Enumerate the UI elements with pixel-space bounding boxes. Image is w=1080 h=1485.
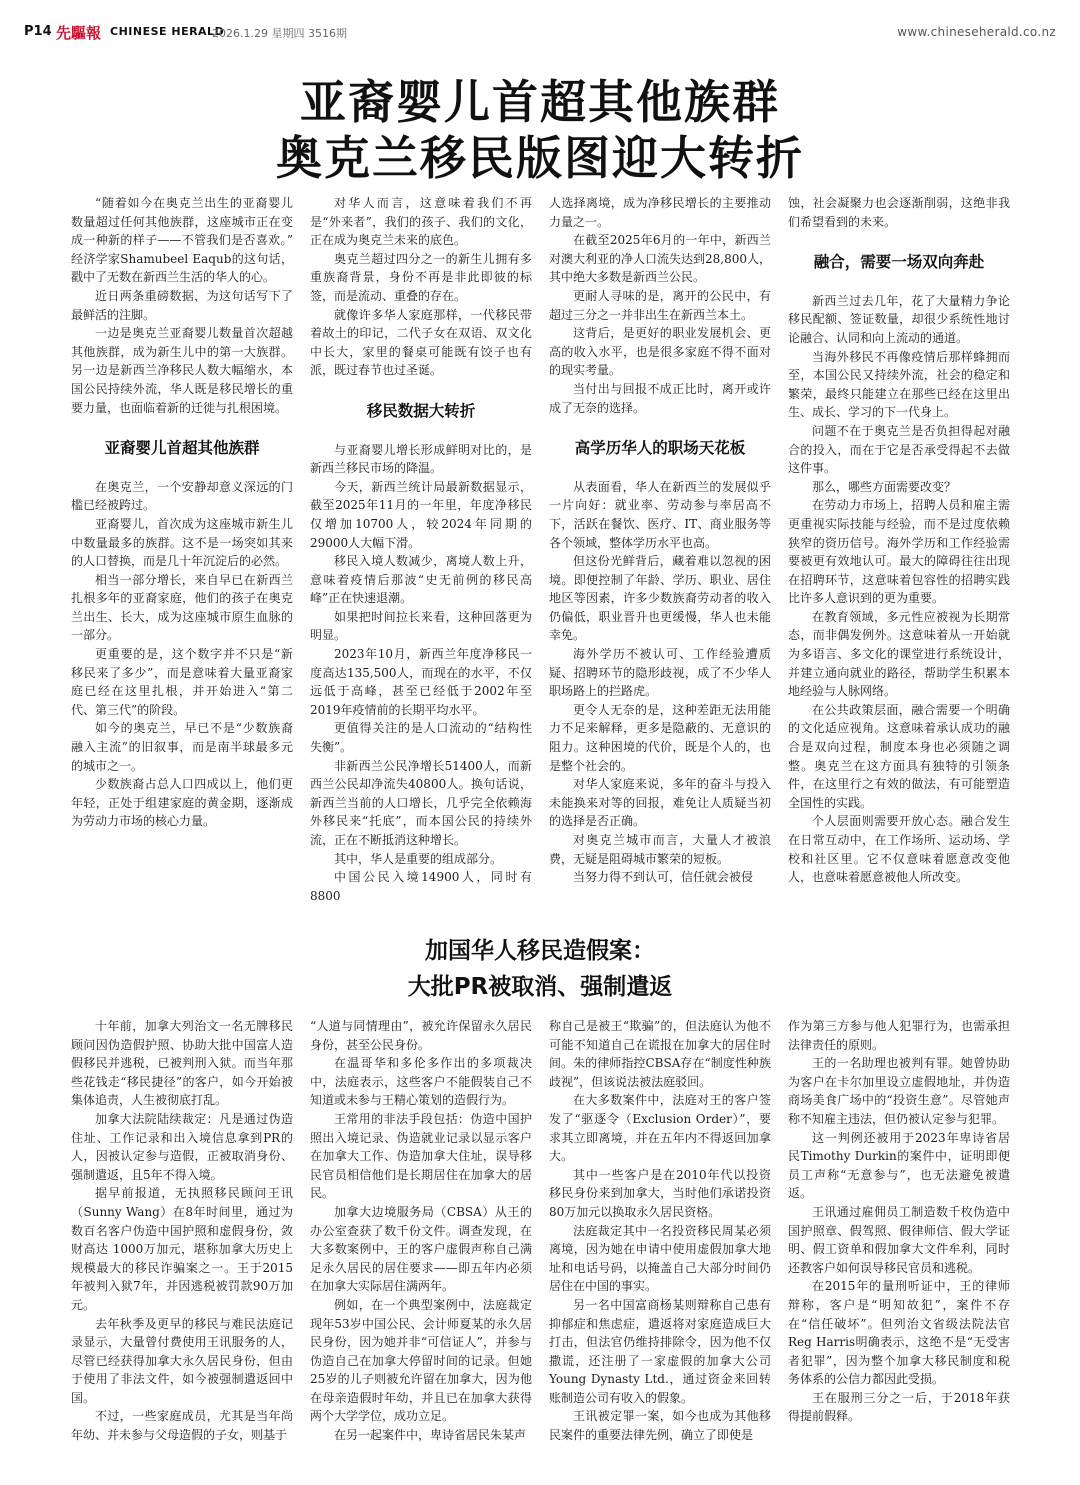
paragraph: 王的一名助理也被判有罪。她曾协助为客户在卡尔加里设立虚假地址，并伪造商场美食广场中的“投资生意”。尽管她声称不知雇主违法，但仍被认定参与犯罪。 [788,1056,1010,1126]
section-heading: 移民数据大转折 [366,401,476,420]
article1-headline-line2: 奥克兰移民版图迎大转折 [276,131,804,185]
paragraph: 这背后，是更好的职业发展机会、更高的收入水平，也是很多家庭不得不面对的现实考量。 [549,326,771,378]
paragraph: 更重要的是，这个数字并不只是“新移民来了多少”，而是意味着大量亚裔家庭已经在这里扎根，并开始进入“第二代、第三代”的阶段。 [71,647,293,717]
newspaper-name: CHINESE HERALD [110,25,225,38]
paragraph: 当海外移民不再像疫情后那样蜂拥而至，本国公民又持续外流，社会的稳定和繁荣，最终只能建立在那些已经在这里出生、成长、学习的下一代身上。 [788,349,1010,420]
paragraph: 更值得关注的是人口流动的“结构性失衡”。 [310,721,532,755]
article2-column-4 [788,1017,1010,1426]
paragraph: 在劳动力市场上，招聘人员和雇主需更重视实际技能与经验，而不是过度依赖狭窄的资历信号。海外学历和工作经验需要被更有效地认可。最大的障碍往往出现在招聘环节，这意味着包容性的招聘实践比许多人意识到的更为重要。 [788,498,1010,606]
section-heading: 亚裔婴儿首超其他族群 [104,439,260,458]
paragraph: 王讯被定罪一案，如今也成为其他移民案件的重要法律先例，确立了即使是 [549,1409,771,1443]
paragraph: 在温哥华和多伦多作出的多项裁决中，法庭表示，这些客户不能假装自己不知道或未参与王精心策划的造假行为。 [310,1056,532,1108]
article2-column-2 [310,1017,532,1445]
paragraph: 在2015年的量刑听证中，王的律师辩称，客户是“明知故犯”，案件不存在“信任破坏”。但列治文省级法院法官Reg Harris明确表示，这绝不是“无受害者犯罪”，因为整个加拿大移民制度和税务体系的公信力都因此受损。 [788,1279,1010,1387]
paragraph: 中国公民入境14900人，同时有8800 [310,870,532,903]
article1-column-4 [788,194,1010,887]
paragraph: 这一判例还被用于2023年卑诗省居民Timothy Durkin的案件中，证明即便员工声称“无意参与”，也无法避免被遣返。 [788,1130,1010,1201]
paragraph: 问题不在于奥克兰是否负担得起对融合的投入，而在于它是否承受得起不去做这件事。 [788,423,1010,476]
paragraph: 移民入境人数减少，离境人数上升，意味着疫情后那波“史无前例的移民高峰”正在快速退潮。 [310,554,532,606]
paragraph: 在公共政策层面，融合需要一个明确的文化适应视角。这意味着承认成功的融合是双向过程，制度本身也必须随之调整。奥克兰在这方面具有独特的引领条件，在这里行之有效的做法，有可能塑造全国性的实践。 [788,702,1010,810]
paragraph: 相当一部分增长，来自早已在新西兰扎根多年的亚裔家庭，他们的孩子在奥克兰出生、长大，成为这座城市原生血脉的一部分。 [71,572,293,643]
paragraph: 对华人家庭来说，多年的奋斗与投入未能换来对等的回报，难免让人质疑当初的选择是否正确。 [549,777,771,829]
paragraph: 那么，哪些方面需要改变？ [812,479,957,494]
paragraph: 法庭裁定其中一名投资移民周某必须离境，因为她在申请中使用虚假加拿大地址和电话号码，以掩盖自己大部分时间仍居住在中国的事实。 [549,1223,771,1294]
paragraph: 蚀，社会凝聚力也会逐渐削弱，这绝非我们希望看到的未来。 [788,196,1010,229]
article2-headline-line1: 加国华人移民造假案： [425,938,655,964]
paragraph: 在奥克兰，一个安静却意义深远的门槛已经被跨过。 [71,479,293,513]
section-heading: 融合，需要一场双向奔赴 [813,253,985,272]
article2-column-1 [71,1017,293,1445]
paragraph: 十年前，加拿大列治文一名无牌移民顾问因伪造假护照、协助大批中国富人造假移民并逃税，已被判刑入狱。而当年那些花钱走“移民捷径”的客户，如今开始被集体追责，人生被彻底打乱。 [71,1019,293,1108]
paragraph: 另一名中国富商杨某则辩称自己患有抑郁症和焦虑症，遣返将对家庭造成巨大打击，但法官仍维持排除令，因为他不仅撒谎，还注册了一家虚假的加拿大公司Young Dynasty Ltd.，通过资金来回转账制造公司有收入的假象。 [549,1297,771,1405]
paragraph: 人选择离境，成为净移民增长的主要推动力量之一。 [549,196,771,229]
paragraph: 海外学历不被认可、工作经验遭质疑、招聘环节的隐形歧视，成了不少华人职场路上的拦路虎。 [549,647,771,699]
paragraph: 但这份光鲜背后，藏着难以忽视的困境。即便控制了年龄、学历、职业、居住地区等因素，许多少数族裔劳动者的收入仍偏低，职业晋升也更缓慢，华人也未能幸免。 [549,554,771,643]
article1-column-1 [71,194,293,831]
paragraph: 王在服刑三分之一后，于2018年获得提前假释。 [788,1390,1010,1424]
paragraph: 2023年10月，新西兰年度净移民一度高达135,500人，而现在的水平，不仅远低于高峰，甚至已经低于2002年至2019年疫情前的长期平均水平。 [310,647,532,717]
paragraph: 在另一起案件中，卑诗省居民朱某声 [334,1428,527,1443]
paragraph: 其中一些客户是在2010年代以投资移民身份来到加拿大，当时他们承诺投资80万加元以换取永久居民资格。 [549,1167,771,1219]
article1-column-2 [310,194,532,905]
paragraph: 对华人而言，这意味着我们不再是“外来者”，我们的孩子、我们的文化，正在成为奥克兰未来的底色。 [310,196,532,248]
paragraph: 据早前报道，无执照移民顾问王讯（Sunny Wang）在8年时间里，通过为数百名客户伪造中国护照和虚假身份，敛财高达 1000万加元，堪称加拿大历史上规模最大的移民诈骗案之一。王于2015年被判入狱7年，并因逃税被罚款90万加元。 [71,1186,293,1312]
article2-column-3 [549,1017,771,1445]
paragraph: 当付出与回报不成正比时，离开或许成了无奈的选择。 [549,381,771,415]
paragraph: “人道与同情理由”，被允许保留永久居民身份，甚至公民身份。 [310,1019,532,1052]
paragraph: 从表面看，华人在新西兰的发展似乎一片向好：就业率、劳动参与率居高不下，活跃在餐饮、医疗、IT、商业服务等各个领域，整体学历水平也高。 [549,479,771,550]
paragraph: 今天，新西兰统计局最新数据显示，截至2025年11月的一年里，年度净移民仅增加10700人，较2024年同期的29000人大幅下滑。 [310,479,532,550]
paragraph: 去年秋季及更早的移民与难民法庭记录显示，大量曾付费使用王讯服务的人，尽管已经获得加拿大永久居民身份，但由于使用了非法文件，如今被强制遣返回中国。 [71,1316,293,1405]
article1-column-3 [549,194,771,887]
paragraph: 加拿大边境服务局（CBSA）从王的办公室查获了数千份文件。调查发现，在大多数案例中，王的客户虚假声称自己满足永久居民的居住要求——即五年内必须在加拿大实际居住满两年。 [310,1204,532,1294]
website-link[interactable]: www.chineseherald.co.nz [897,25,1056,39]
paragraph: 不过，一些家庭成员，尤其是当年尚年幼、并未参与父母造假的子女，则基于 [71,1409,293,1443]
newspaper-logo: 先驅報 [56,24,102,42]
paragraph: 亚裔婴儿，首次成为这座城市新生儿中数量最多的族群。这不是一场突如其来的人口替换，而是几十年沉淀后的必然。 [71,516,293,569]
article2-headline-line2: 大批PR被取消、强制遣返 [407,974,673,1000]
paragraph: 称自己是被王“欺骗”的，但法庭认为他不可能不知道自己在谎报在加拿大的居住时间。朱的律师指控CBSA存在“制度性种族歧视”，但该说法被法庭驳回。 [549,1019,771,1089]
paragraph: 与亚裔婴儿增长形成鲜明对比的，是新西兰移民市场的降温。 [310,442,532,476]
paragraph: 在教育领域，多元性应被视为长期常态，而非偶发例外。这意味着从一开始就为多语言、多文化的课堂进行系统设计，并建立通向就业的路径，帮助学生积累本地经验与人脉网络。 [788,609,1010,699]
paragraph: 更耐人寻味的是，离开的公民中，有超过三分之一并非出生在新西兰本土。 [549,288,771,322]
paragraph: 对奥克兰城市而言，大量人才被浪费，无疑是阻碍城市繁荣的短板。 [549,833,771,866]
paragraph: 如果把时间拉长来看，这种回落更为明显。 [310,609,532,643]
paragraph: 如今的奥克兰，早已不是“少数族裔融入主流”的旧叙事，而是南半球最多元的城市之一。 [71,721,293,773]
paragraph: 王常用的非法手段包括：伪造中国护照出入境记录、伪造就业记录以显示客户在加拿大工作、伪造加拿大住址，误导移民官员相信他们是长期居住在加拿大的居民。 [310,1111,532,1201]
paragraph: “随着如今在奥克兰出生的亚裔婴儿数量超过任何其他族群，这座城市正在变成一种新的样子——不管我们是否喜欢。” 经济学家Shamubeel Eaqub的这句话，戳中了无数在新西兰生活的华人的心。 [71,196,293,285]
page-number: P14 [24,24,52,39]
paragraph: 近日两条重磅数据，为这句话写下了最鲜活的注脚。 [71,288,293,322]
paragraph: 作为第三方参与他人犯罪行为，也需承担法律责任的原则。 [788,1019,1010,1052]
paragraph: 加拿大法院陆续裁定：凡是通过伪造住址、工作记录和出入境信息拿到PR的人，因被认定参与造假，正被取消身份、强制遣返，且5年不得入境。 [71,1111,293,1182]
section-heading: 高学历华人的职场天花板 [574,439,746,458]
paragraph: 一边是奥克兰亚裔婴儿数量首次超越其他族群，成为新生儿中的第一大族群。另一边是新西兰净移民人数大幅缩水，本国公民持续外流，华人既是移民增长的重要力量，也面临着新的迁徙与扎根困境。 [71,326,293,415]
paragraph: 其中，华人是重要的组成部分。 [334,851,503,866]
paragraph: 非新西兰公民净增长51400人，而新西兰公民却净流失40800人。换句话说，新西兰当前的人口增长，几乎完全依赖海外移民来“托底”，而本国公民的持续外流，正在不断抵消这种增长。 [310,758,532,847]
paragraph: 王讯通过雇佣员工制造数千枚伪造中国护照章、假驾照、假律师信、假大学证明、假工资单和假加拿大文件牟利，同时还教客户如何误导移民官员和逃税。 [788,1204,1010,1275]
paragraph: 个人层面则需要开放心态。融合发生在日常互动中，在工作场所、运动场、学校和社区里。它不仅意味着愿意改变他人，也意味着愿意被他人所改变。 [788,814,1010,885]
paragraph: 当努力得不到认可，信任就会被侵 [573,870,754,885]
paragraph: 更令人无奈的是，这种差距无法用能力不足来解释，更多是隐蔽的、无意识的阻力。这种困境的代价，既是个人的，也是整个社会的。 [549,702,771,773]
paragraph: 少数族裔占总人口四成以上，他们更年轻，正处于组建家庭的黄金期，逐渐成为劳动力市场的核心力量。 [71,777,293,829]
page-header [0,0,1080,64]
paragraph: 新西兰过去几年，花了大量精力争论移民配额、签证数量，却很少系统性地讨论融合、认同和向上流动的通道。 [788,293,1010,345]
paragraph: 在截至2025年6月的一年中，新西兰对澳大利亚的净人口流失达到28,800人，其中绝大多数是新西兰公民。 [549,233,771,285]
paragraph: 奥克兰超过四分之一的新生儿拥有多重族裔背景，身份不再是非此即彼的标签，而是流动、重叠的存在。 [310,251,532,303]
paragraph: 例如，在一个典型案例中，法庭裁定现年53岁中国公民、会计师夏某的永久居民身份，因为她并非“可信证人”，并参与伪造自己在加拿大停留时间的记录。但她25岁的儿子则被允许留在加拿大，因为他在母亲造假时年幼，并且已在加拿大获得两个大学学位，成功立足。 [310,1297,532,1424]
paragraph: 就像许多华人家庭那样，一代移民带着故土的印记，二代子女在双语、双文化中长大，家里的餐桌可能既有饺子也有派，既过春节也过圣诞。 [310,307,532,378]
issue-date: 2026.1.29 星期四 3516期 [212,27,347,40]
paragraph: 在大多数案件中，法庭对王的客户签发了“驱逐令（Exclusion Order）”，要求其立即离境，并在五年内不得返回加拿大。 [549,1093,771,1164]
article1-headline-line1: 亚裔婴儿首超其他族群 [300,75,780,129]
